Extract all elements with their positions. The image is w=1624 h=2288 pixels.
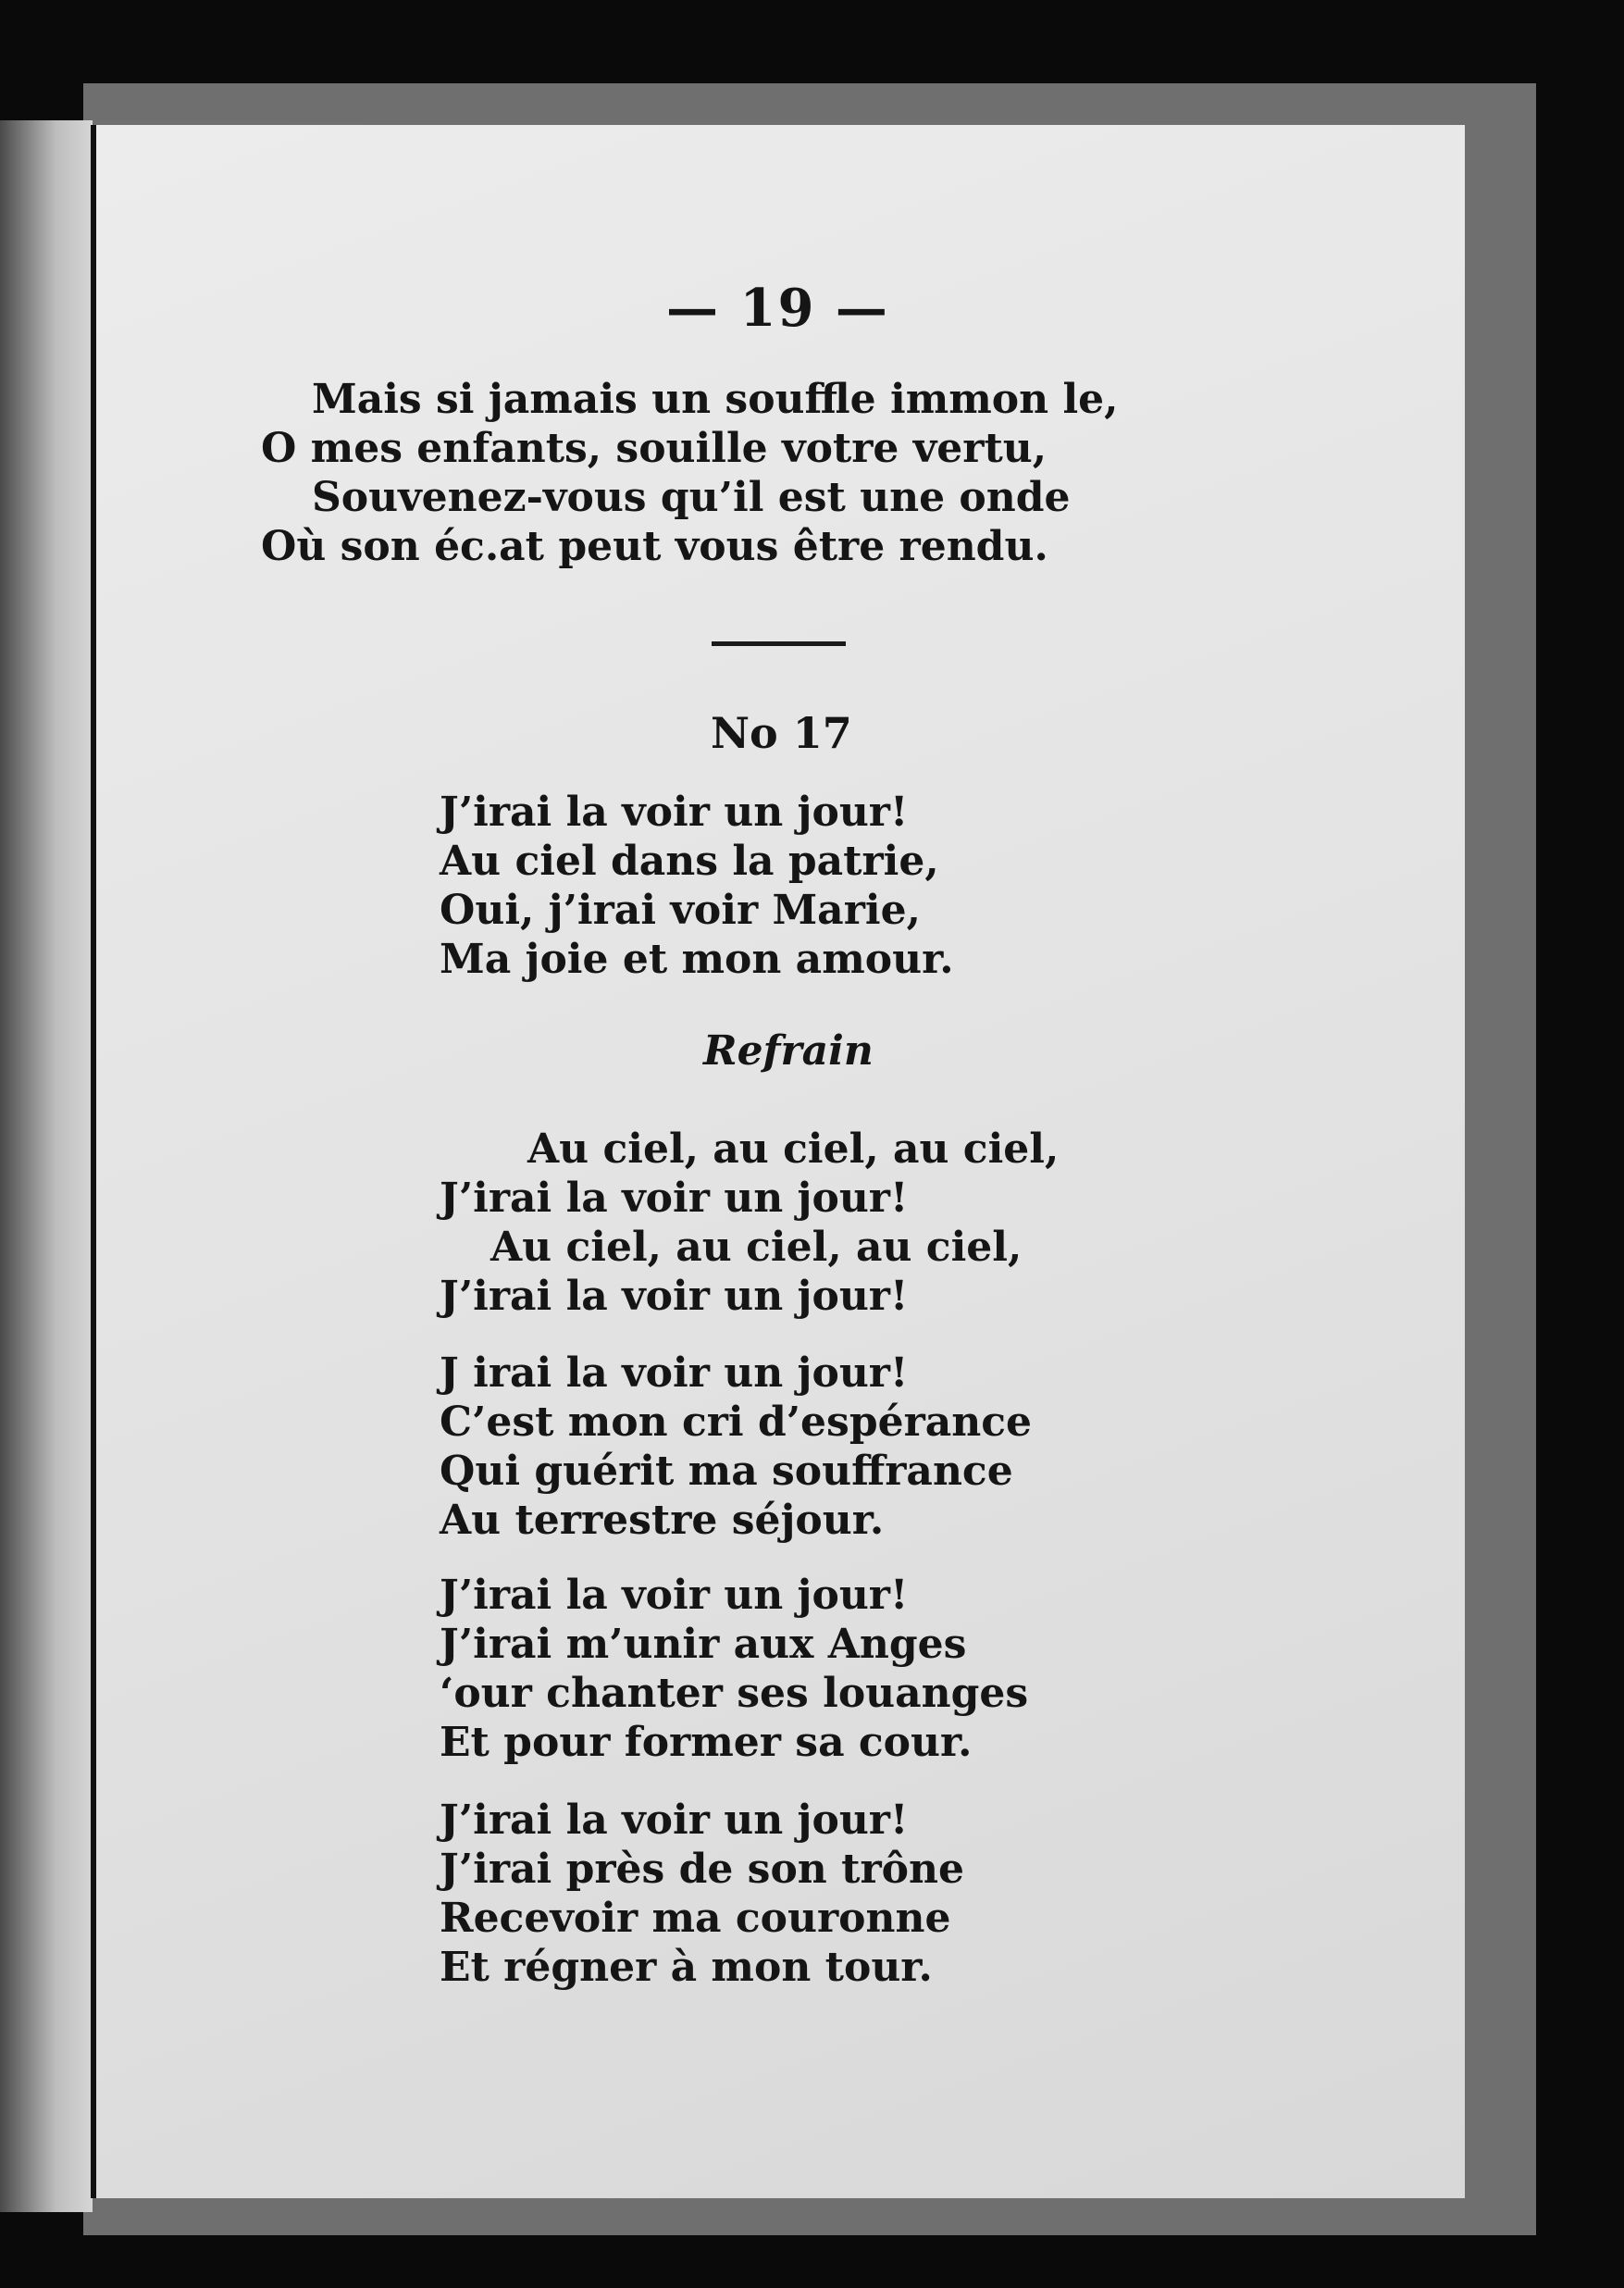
verse-line: J’irai la voir un jour! xyxy=(440,1273,909,1320)
verse-line: Oui, j’irai voir Marie, xyxy=(440,887,921,934)
verse-line: Où son éc.at peut vous être rendu. xyxy=(261,523,1048,570)
stanza-2 xyxy=(440,1349,1032,1545)
verse-line: Et régner à mon tour. xyxy=(440,1944,933,1991)
verse-line: Recevoir ma couronne xyxy=(440,1895,951,1942)
verse-line: J’irai près de son trône xyxy=(440,1846,964,1893)
verse-line: O mes enfants, souille votre vertu, xyxy=(261,425,1048,472)
song-number: No 17 xyxy=(711,708,852,758)
facing-page-edge xyxy=(0,120,93,2212)
previous-stanza xyxy=(261,375,1119,571)
verse-line: J’irai la voir un jour! xyxy=(440,789,909,836)
verse-line: Et pour former sa cour. xyxy=(440,1719,973,1766)
verse-line: Souvenez-vous qu’il est une onde xyxy=(312,474,1071,521)
verse-line: Mais si jamais un souffle immon le, xyxy=(312,376,1119,423)
verse-line: Au ciel, au ciel, au ciel, xyxy=(490,1224,1023,1271)
verse-line: J irai la voir un jour! xyxy=(440,1349,909,1397)
stanza-4 xyxy=(440,1796,964,1992)
refrain xyxy=(440,1125,1059,1321)
refrain-label: Refrain xyxy=(703,1027,874,1075)
verse-line: Ma joie et mon amour. xyxy=(440,936,954,983)
section-divider xyxy=(712,641,846,646)
verse-line: J’irai la voir un jour! xyxy=(440,1572,909,1619)
stanza-1 xyxy=(440,788,954,984)
verse-line: J’irai la voir un jour! xyxy=(440,1797,909,1844)
verse-line: ‘our chanter ses louanges xyxy=(440,1670,1029,1717)
page-number: — 19 — xyxy=(666,278,889,339)
stanza-3 xyxy=(440,1571,1028,1767)
verse-line: Au ciel, au ciel, au ciel, xyxy=(527,1125,1060,1173)
verse-line: J’irai m’unir aux Anges xyxy=(440,1621,967,1668)
verse-line: Qui guérit ma souffrance xyxy=(440,1448,1013,1495)
verse-line: C’est mon cri d’espérance xyxy=(440,1399,1033,1446)
verse-line: J’irai la voir un jour! xyxy=(440,1175,909,1222)
verse-line: Au terrestre séjour. xyxy=(440,1497,885,1544)
verse-line: Au ciel dans la patrie, xyxy=(440,838,939,885)
